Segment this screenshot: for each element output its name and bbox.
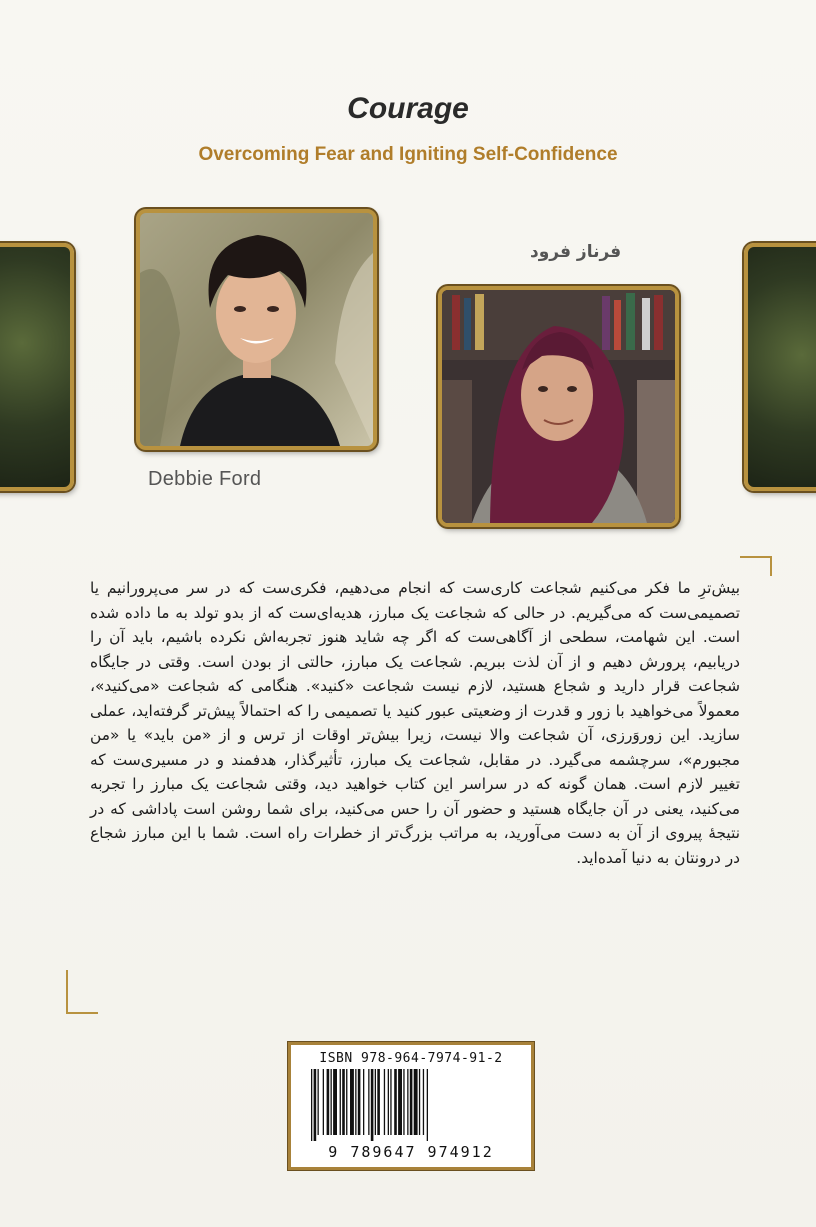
book-title: Courage	[347, 92, 469, 125]
author-name: Debbie Ford	[148, 468, 262, 490]
translator-name: فرناز فرود	[530, 242, 622, 262]
translator-photo	[438, 286, 679, 527]
side-ornament-right	[744, 243, 816, 491]
barcode-digits: 9 789647 974912	[328, 1143, 494, 1161]
isbn-label: ISBN 978-964-7974-91-2	[319, 1051, 503, 1066]
ornament-corner-top-right	[740, 556, 772, 576]
barcode-bars	[309, 1069, 513, 1141]
side-ornament-left	[0, 243, 74, 491]
ornament-corner-bottom-left	[66, 970, 98, 1014]
author-photo	[136, 209, 377, 450]
book-subtitle: Overcoming Fear and Igniting Self-Confidence	[198, 144, 618, 165]
isbn-barcode	[288, 1042, 534, 1170]
book-blurb: بیش‌ترِ ما فکر می‌کنیم شجاعت کاری‌ست که انجام می‌دهیم، فکری‌ست که در سر می‌پرورانیم یا تصمیمی‌ست که می‌گیریم. در حالی که شجاعت یک مبارز، هدیه‌ای‌ست که از بدو تولد به ما داده شده است. این شهامت، سطحی از آگاهی‌ست که اگر چه شاید هنوز تجربه‌اش نکرده باشیم، باید آن را دریابیم، پرورش دهیم و از آن لذت ببریم. شجاعت یک مبارز، حالتی از بودن است. وقتی در جایگاه شجاعت قرار دارید و شجاع هستید، لازم نیست شجاعت «کنید». هنگامی که شجاعت «می‌کنید»، معمولاً می‌خواهید با زور و قدرت از وضعیتی عبور کنید یا تصمیمی را که احتمالاً پیش‌تر گرفته‌اید، عملی سازید. این زوروَرزی، آن شجاعت والا نیست، زیرا بیش‌تر اوقات از ترس و از «من باید» یا «من مجبورم»، سرچشمه می‌گیرد. در مقابل، شجاعت یک مبارز، تأثیرگذار، هدفمند و در مسیری‌ست که تغییر لازم است. همان گونه که در سراسر این کتاب خواهید دید، وقتی شجاعت یک مبارز را تجربه می‌کنید، یعنی در آن جایگاه هستید و حضور آن را حس می‌کنید، برای شما روشن است پاداشی که در نتیجهٔ پیروی از آن به دست می‌آورید، به مراتب بزرگ‌تر از خطرات راه است. شما با این مبارز شجاع در درونتان به دنیا آمده‌اید.	[90, 579, 740, 867]
